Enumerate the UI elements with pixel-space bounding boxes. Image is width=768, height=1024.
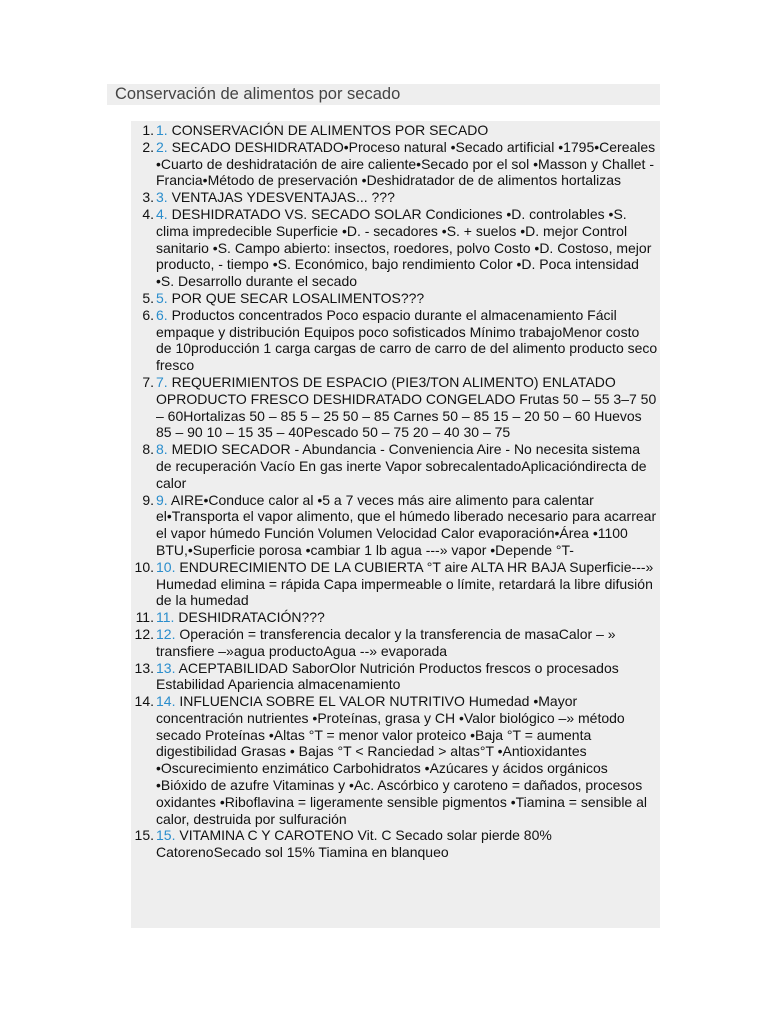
- list-item-number-link[interactable]: 14.: [156, 693, 176, 710]
- list-item-text: AIRE•Conduce calor al •5 a 7 veces más aire alimento para calentar el•Transporta el vapor alimento, que el húmedo liberado necesario para acarrear el vapor húmedo Función Volumen Velocidad Calor evaporación•Área •1100 BTU,•Superficie porosa •cambiar 1 lb agua ---» vapor •Depende °T-: [156, 491, 657, 558]
- list-item-marker: 12.: [134, 625, 154, 642]
- numbered-list: [131, 122, 660, 861]
- list-item-text: INFLUENCIA SOBRE EL VALOR NUTRITIVO Humedad •Mayor concentración nutrientes •Proteínas, grasa y CH •Valor biológico –» método secado Proteínas •Altas °T = menor valor proteico •Baja °T = aumenta digestibilidad Grasas • Bajas °T < Ranciedad > altas°T •Antioxidantes •Oscurecimiento enzimático Carbohidratos •Azúcares y ácidos orgánicos •Bióxido de azufre Vitaminas y •Ac. Ascórbico y caroteno = dañados, procesos oxidantes •Riboflavina = ligeramente sensible pigmentos •Tiamina = sensible al calor, destruida por sulfuración: [156, 693, 647, 827]
- list-item: [131, 492, 660, 559]
- document-content: [131, 121, 660, 928]
- list-item: [131, 626, 660, 660]
- list-item-text: ACEPTABILIDAD SaborOlor Nutrición Productos frescos o procesados Estabilidad Apariencia almacenamiento: [156, 659, 619, 693]
- list-item-number-link[interactable]: 10.: [156, 558, 176, 575]
- list-item-marker: 9.: [142, 491, 154, 508]
- list-item-text: POR QUE SECAR LOSALIMENTOS???: [171, 289, 425, 306]
- list-item-text: VITAMINA C Y CAROTENO Vit. C Secado solar pierde 80% CatorenoSecado sol 15% Tiamina en blanqueo: [156, 827, 552, 861]
- list-item: [131, 307, 660, 374]
- list-item-number-link[interactable]: 3.: [156, 189, 168, 206]
- list-item: [131, 660, 660, 694]
- list-item: [131, 290, 660, 307]
- list-item-number-link[interactable]: 9.: [156, 491, 168, 508]
- document-title: Conservación de alimentos por secado: [115, 85, 401, 103]
- list-item-number-link[interactable]: 13.: [156, 659, 176, 676]
- list-item-marker: 5.: [142, 289, 154, 306]
- list-item-number-link[interactable]: 6.: [156, 306, 168, 323]
- list-item: [131, 122, 660, 139]
- list-item: [131, 559, 660, 609]
- list-item-text: Productos concentrados Poco espacio durante el almacenamiento Fácil empaque y distribución Equipos poco sofisticados Mínimo trabajoMenor costo de 10producción 1 carga cargas de carro de carro de del alimento producto seco fresco: [156, 306, 658, 374]
- list-item-marker: 6.: [142, 306, 154, 323]
- list-item-number-link[interactable]: 15.: [156, 827, 176, 844]
- list-item: [131, 693, 660, 827]
- list-item-marker: 8.: [142, 441, 154, 458]
- list-item-number-link[interactable]: 11.: [156, 609, 175, 626]
- list-item-text: CONSERVACIÓN DE ALIMENTOS POR SECADO: [171, 122, 489, 138]
- list-item-number-link[interactable]: 8.: [156, 441, 168, 458]
- list-item-text: ENDURECIMIENTO DE LA CUBIERTA °T aire ALTA HR BAJA Superficie---» Humedad elimina = rápida Capa impermeable o límite, retardará la libre difusión de la humedad: [156, 558, 654, 609]
- list-item: [131, 189, 660, 206]
- list-item-marker: 7.: [142, 373, 154, 390]
- list-item-marker: 3.: [142, 189, 154, 206]
- list-item-marker: 2.: [142, 138, 154, 155]
- list-item-marker: 13.: [134, 659, 154, 676]
- list-item-text: DESHIDRATACIÓN???: [178, 609, 325, 626]
- list-item: [131, 206, 660, 290]
- list-item-marker: 10.: [134, 558, 154, 575]
- list-item-number-link[interactable]: 7.: [156, 373, 168, 390]
- list-item-text: VENTAJAS YDESVENTAJAS... ???: [171, 189, 395, 206]
- list-item-marker: 4.: [142, 205, 154, 222]
- list-item-number-link[interactable]: 12.: [156, 625, 176, 642]
- list-item-marker: 1.: [142, 122, 154, 138]
- list-item-text: REQUERIMIENTOS DE ESPACIO (PIE3/TON ALIMENTO) ENLATADO OPRODUCTO FRESCO DESHIDRATADO CONGELADO Frutas 50 – 55 3–7 50 – 60Hortalizas 50 – 85 5 – 25 50 – 85 Carnes 50 – 85 15 – 20 50 – 60 Huevos 85 – 90 10 – 15 35 – 40Pescado 50 – 75 20 – 40 30 – 75: [156, 373, 657, 441]
- list-item: [131, 374, 660, 441]
- list-item-number-link[interactable]: 1.: [156, 122, 168, 138]
- list-item-marker: 11.: [135, 609, 154, 626]
- list-item-text: SECADO DESHIDRATADO•Proceso natural •Secado artificial •1795•Cereales •Cuarto de deshidratación de aire caliente•Secado por el sol •Masson y Challet - Francia•Método de preservación •Deshidratador de de alimentos hortalizas: [156, 138, 656, 189]
- document-title-bar: [107, 84, 660, 105]
- list-item-text: MEDIO SECADOR - Abundancia - Conveniencia Aire - No necesita sistema de recuperación Vacío En gas inerte Vapor sobrecalentadoAplicacióndirecta de calor: [156, 441, 647, 491]
- list-item-number-link[interactable]: 5.: [156, 289, 168, 306]
- list-item: [131, 441, 660, 491]
- list-item-marker: 15.: [134, 827, 154, 844]
- list-item: [131, 609, 660, 626]
- list-item-text: Operación = transferencia decalor y la transferencia de masaCalor – » transfiere –»agua productoAgua --» evaporada: [156, 625, 616, 659]
- list-item-text: DESHIDRATADO VS. SECADO SOLAR Condiciones •D. controlables •S. clima impredecible Superficie •D. - secadores •S. + suelos •D. mejor Control sanitario •S. Campo abierto: insectos, roedores, polvo Costo •D. Costoso, mejor producto, - tiempo •S. Económico, bajo rendimiento Color •D. Poca intensidad •S. Desarrollo durante el secado: [156, 205, 652, 290]
- list-item-number-link[interactable]: 4.: [156, 205, 168, 222]
- list-item-marker: 14.: [134, 693, 154, 710]
- list-item-number-link[interactable]: 2.: [156, 138, 168, 155]
- list-item: [131, 139, 660, 189]
- list-item: [131, 827, 660, 861]
